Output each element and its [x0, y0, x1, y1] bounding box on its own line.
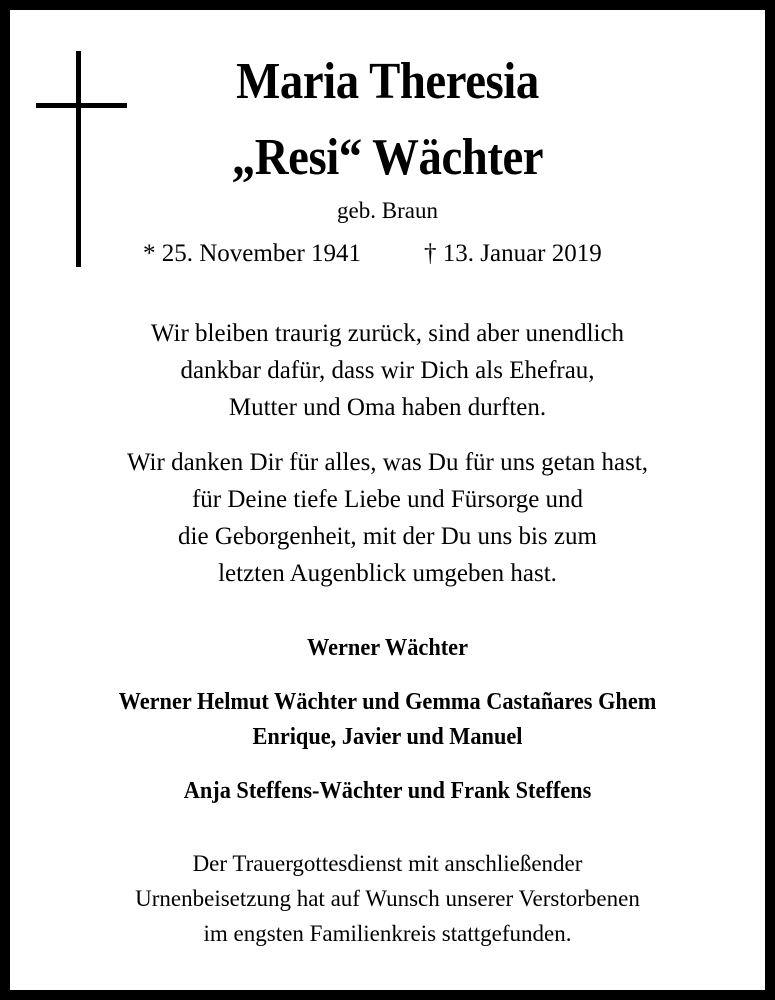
- mourner-line: Anja Steffens-Wächter und Frank Steffens: [183, 778, 592, 804]
- text-line: dankbar dafür, dass wir Dich als Ehefrau,: [180, 357, 595, 384]
- text-line: die Geborgenheit, mit der Du uns bis zum: [178, 523, 597, 550]
- maiden-name: geb. Braun: [337, 198, 438, 223]
- text-line: Mutter und Oma haben durften.: [228, 394, 547, 421]
- text-line: letzten Augenblick umgeben hast.: [218, 560, 557, 587]
- deceased-nickname-surname: „Resi“ Wächter: [231, 129, 544, 186]
- mourner-line: Werner Helmut Wächter und Gemma Castañares Ghem: [118, 689, 657, 715]
- funeral-info-line: Der Trauergottesdienst mit anschließender: [192, 851, 583, 876]
- mourner-line: Werner Wächter: [307, 635, 468, 661]
- mourner-line: Enrique, Javier und Manuel: [252, 724, 523, 750]
- text-line: Wir bleiben traurig zurück, sind aber unendlich: [150, 320, 625, 347]
- text-line: für Deine tiefe Liebe und Fürsorge und: [191, 486, 584, 513]
- funeral-info-line: im engsten Familienkreis stattgefunden.: [203, 921, 572, 946]
- text-line: Wir danken Dir für alles, was Du für uns getan hast,: [126, 449, 649, 476]
- funeral-info-line: Urnenbeisetzung hat auf Wunsch unserer Verstorbenen: [135, 886, 640, 911]
- death-date: † 13. Januar 2019: [424, 240, 602, 267]
- birth-date: * 25. November 1941: [143, 240, 362, 267]
- deceased-name: Maria Theresia: [236, 53, 539, 110]
